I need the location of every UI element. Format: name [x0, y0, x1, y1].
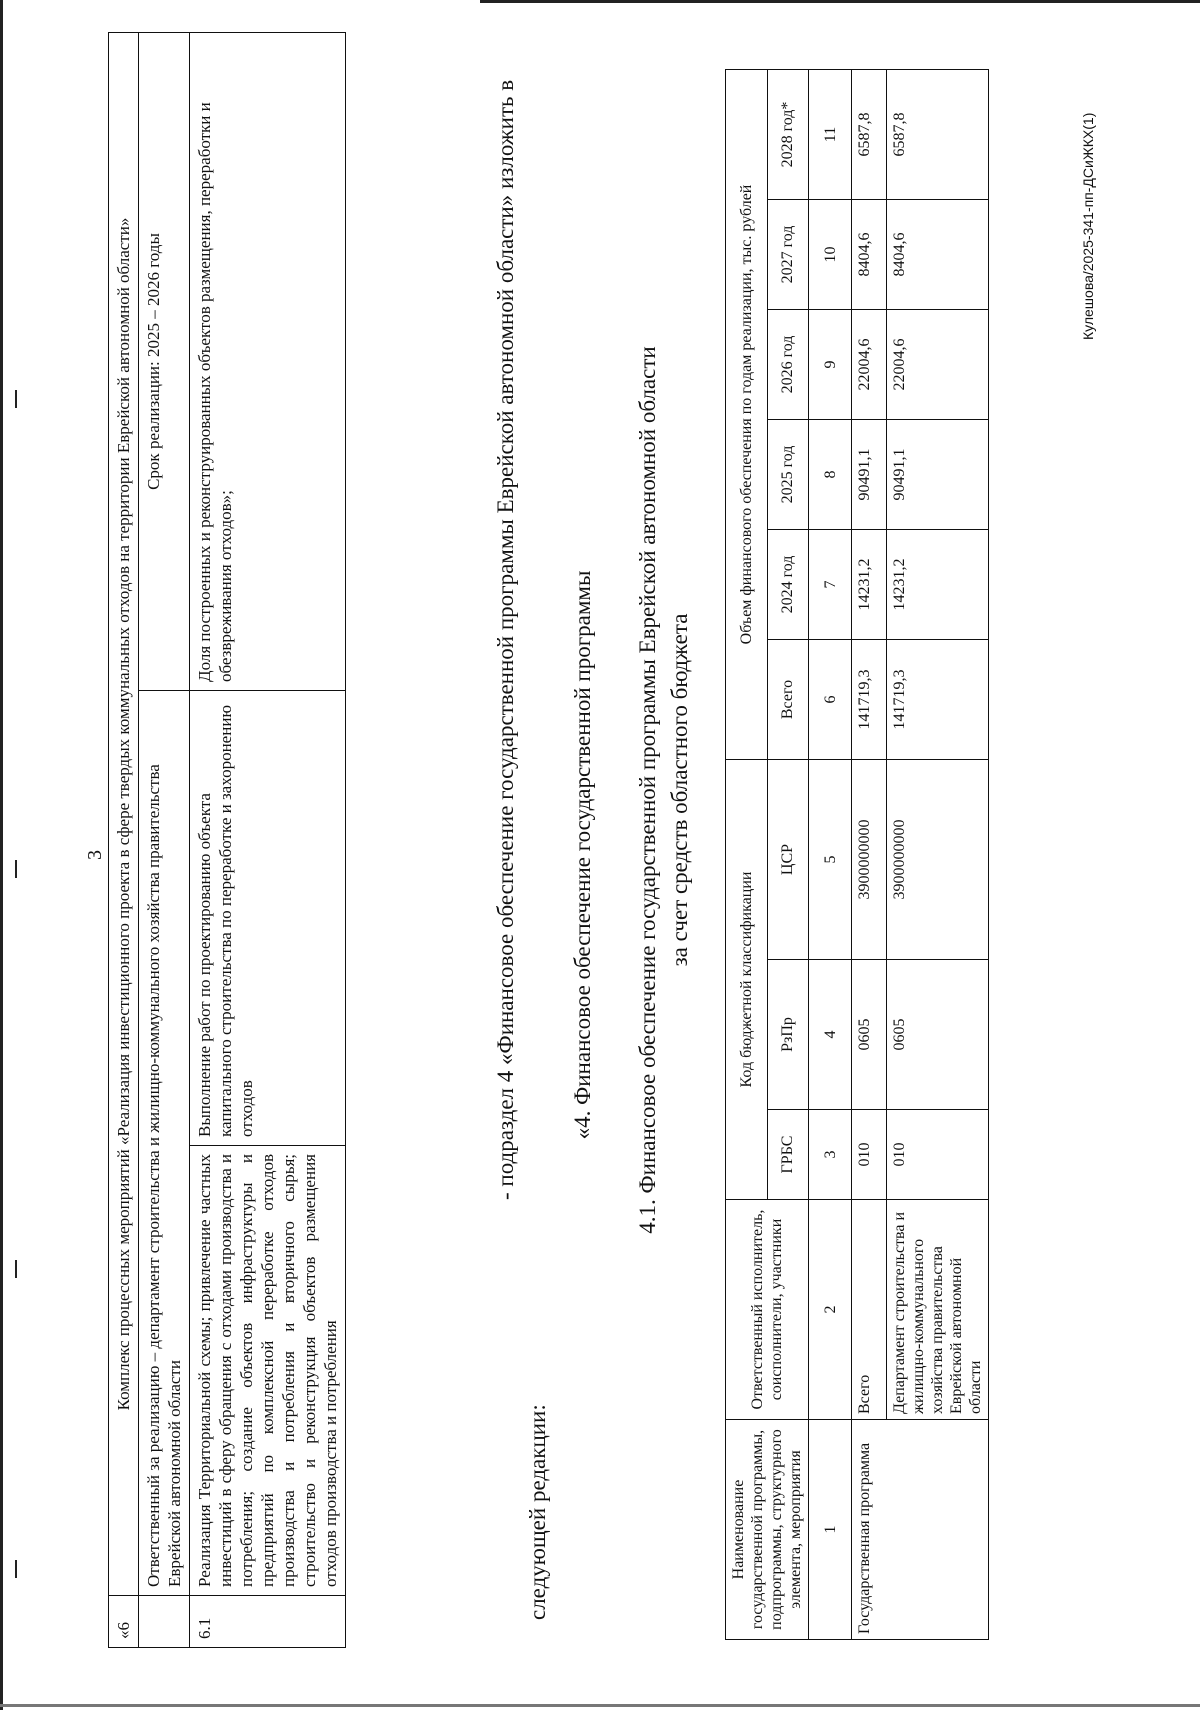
indicator-cell: Доля построенных и реконструированных объектов размещения, переработки и обезвреживания отходов»;	[190, 33, 346, 691]
program-name-cell: Государственная программа	[852, 1420, 989, 1640]
table-row	[887, 69, 989, 1639]
col-number: 1	[809, 1420, 852, 1640]
col-number: 6	[809, 640, 852, 760]
section-title: Комплекс процессных мероприятий «Реализация инвестиционного проекта в сфере твердых коммунальных отходов на территории Еврейской автономной области»	[109, 33, 139, 1596]
result-cell: Выполнение работ по проектированию объекта капитального строительства по переработке и захоронению отходов	[190, 691, 346, 1146]
col-rzpr-header: РзПр	[767, 960, 809, 1110]
total-cell: 141719,3	[852, 640, 887, 760]
col-responsible-header: Ответственный исполнитель, соисполнители, участники	[726, 1200, 809, 1420]
table1-responsible-row	[139, 33, 190, 1648]
col-2026-header: 2026 год	[767, 310, 809, 420]
y2026-cell: 22004,6	[852, 310, 887, 420]
amendment-paragraph: - подраздел 4 «Финансовое обеспечение государственной программы Еврейской автономной области» изложить в следующей редакции:	[493, 79, 550, 1620]
y2025-cell: 90491,1	[887, 420, 989, 530]
col-2027-header: 2027 год	[767, 200, 809, 310]
table-row	[852, 69, 887, 1639]
activities-table	[108, 32, 346, 1648]
col-2028-header: 2028 год*	[767, 69, 809, 199]
col-number: 2	[809, 1200, 852, 1420]
col-number: 3	[809, 1110, 852, 1200]
grbs-cell: 010	[887, 1110, 989, 1200]
col-number: 5	[809, 760, 852, 960]
y2028-cell: 6587,8	[887, 69, 989, 199]
section-4-1-heading-line2: за счет средств областного бюджета	[667, 613, 692, 967]
responsible-cell: Департамент строительства и жилищно-коммунального хозяйства правительства Еврейской автономной области	[887, 1200, 989, 1420]
y2027-cell: 8404,6	[852, 200, 887, 310]
section-4-1-heading	[632, 290, 696, 1290]
col-number: 9	[809, 310, 852, 420]
table1-row-6-1	[190, 33, 346, 1648]
col-csr-header: ЦСР	[767, 760, 809, 960]
term-cell: Срок реализации: 2025 – 2026 годы	[139, 33, 190, 691]
y2026-cell: 22004,6	[887, 310, 989, 420]
y2028-cell: 6587,8	[852, 69, 887, 199]
csr-cell: 3900000000	[887, 760, 989, 960]
col-name-header: Наименование государственной программы, подпрограммы, структурного элемента, мероприятия	[726, 1420, 809, 1640]
section-4-1-heading-line1: 4.1. Финансовое обеспечение государственной программы Еврейской автономной области	[635, 346, 660, 1234]
y2025-cell: 90491,1	[852, 420, 887, 530]
col-2024-header: 2024 год	[767, 530, 809, 640]
col-2025-header: 2025 год	[767, 420, 809, 530]
row-number: 6.1	[190, 1596, 346, 1648]
col-number: 10	[809, 200, 852, 310]
rzpr-cell: 0605	[887, 960, 989, 1110]
header-row-1	[726, 69, 768, 1639]
page-number: 3	[84, 850, 106, 860]
column-numbers-row	[809, 69, 852, 1639]
total-cell: 141719,3	[887, 640, 989, 760]
task-cell: Реализация Территориальной схемы; привлечение частных инвестиций в сферу обращения с отходами производства и потребления; создание объектов инфраструктуры и предприятий по комплексной переработке отходов производства и потребления и вторичного сырья; строительство и реконструкция объектов размещения отходов производства и потребления	[190, 1146, 346, 1596]
section-4-heading: «4. Финансовое обеспечение государственной программы	[570, 570, 595, 1140]
responsible-cell: Всего	[852, 1200, 887, 1420]
y2024-cell: 14231,2	[887, 530, 989, 640]
csr-cell: 3900000000	[852, 760, 887, 960]
document-footer: Кулешова/2025-341-пп-ДСиЖКХ(1)	[1080, 112, 1096, 340]
table1-header-row	[109, 33, 139, 1648]
col-number: 7	[809, 530, 852, 640]
col-number: 4	[809, 960, 852, 1110]
responsible-cell: Ответственный за реализацию – департамент строительства и жилищно-коммунального хозяйства правительства Еврейской автономной области	[139, 691, 190, 1596]
col-budget-code-header: Код бюджетной классификации	[726, 760, 768, 1200]
y2024-cell: 14231,2	[852, 530, 887, 640]
col-number: 8	[809, 420, 852, 530]
col-total-header: Всего	[767, 640, 809, 760]
grbs-cell: 010	[852, 1110, 887, 1200]
rzpr-cell: 0605	[852, 960, 887, 1110]
section-number: «6	[109, 1596, 139, 1648]
y2027-cell: 8404,6	[887, 200, 989, 310]
funding-table	[725, 69, 989, 1640]
col-funding-header: Объем финансового обеспечения по годам реализации, тыс. рублей	[726, 69, 768, 759]
col-number: 11	[809, 69, 852, 199]
col-grbs-header: ГРБС	[767, 1110, 809, 1200]
